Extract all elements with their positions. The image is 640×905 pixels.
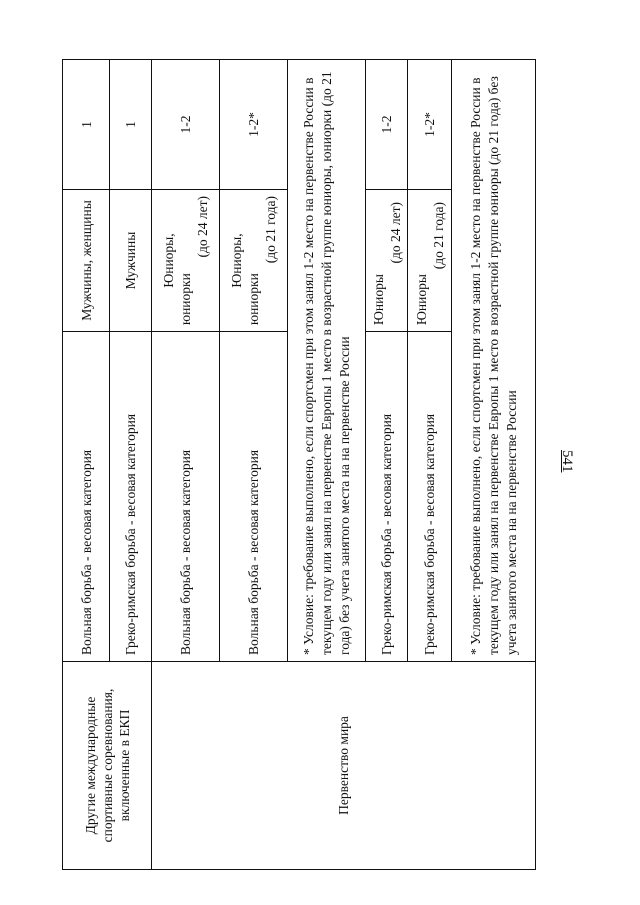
group-line: Юниоры: [370, 274, 386, 325]
page-number: 541: [559, 450, 575, 473]
discipline-cell: Греко-римская борьба - весовая категория: [110, 332, 152, 662]
group-line: (до 24 лет): [387, 202, 403, 264]
place-cell: 1-2: [366, 60, 408, 190]
group-line: (до 24 лет): [195, 196, 210, 258]
group-line: Юниоры: [413, 274, 429, 325]
group-cell: [366, 190, 408, 332]
group-cell: [220, 190, 288, 332]
place-cell: 1: [63, 60, 110, 190]
group-cell: Мужчины, женщины: [63, 190, 110, 332]
group-line: юниорки: [178, 273, 193, 325]
discipline-cell: Вольная борьба - весовая категория: [220, 332, 288, 662]
discipline-cell: Вольная борьба - весовая категория: [152, 332, 220, 662]
place-cell: 1: [110, 60, 152, 190]
condition-note: * Условие: требование выполнено, если спортсмен при этом занял 1-2 место на первенстве России в текущем году или занял на первенстве Европы 1 место в возрастной группе юниоры, юниорки (до 21 года) без учета занятого места на на первенстве России: [288, 60, 366, 662]
group-line: (до 21 года): [430, 202, 446, 270]
condition-note: * Условие: требование выполнено, если спортсмен при этом занял 1-2 место на первенстве России в текущем году или занял на первенстве Европы 1 место в возрастной группе юниоры (до 21 года) без учета занятого места на на первенстве России: [452, 60, 536, 662]
rotated-table-wrapper: [62, 60, 535, 870]
discipline-cell: Греко-римская борьба - весовая категория: [366, 332, 408, 662]
group-line: Юниоры,: [161, 233, 176, 288]
group-cell: [152, 190, 220, 332]
place-cell: 1-2: [152, 60, 220, 190]
place-cell: 1-2*: [408, 60, 452, 190]
discipline-cell: Греко-римская борьба - весовая категория: [408, 332, 452, 662]
group-line: (до 21 года): [263, 196, 278, 264]
competition-cell-international: Другие международные спортивные соревнования, включенные в ЕКП: [63, 662, 152, 870]
group-cell: [408, 190, 452, 332]
group-cell: Мужчины: [110, 190, 152, 332]
competition-cell-world-championship: Первенство мира: [152, 662, 536, 870]
place-cell: 1-2*: [220, 60, 288, 190]
group-line: юниорки: [246, 273, 261, 325]
table-row: [152, 60, 220, 870]
discipline-cell: Вольная борьба - весовая категория: [63, 332, 110, 662]
table-row: [63, 60, 110, 870]
requirements-table: [62, 59, 536, 870]
group-line: Юниоры,: [229, 233, 244, 288]
